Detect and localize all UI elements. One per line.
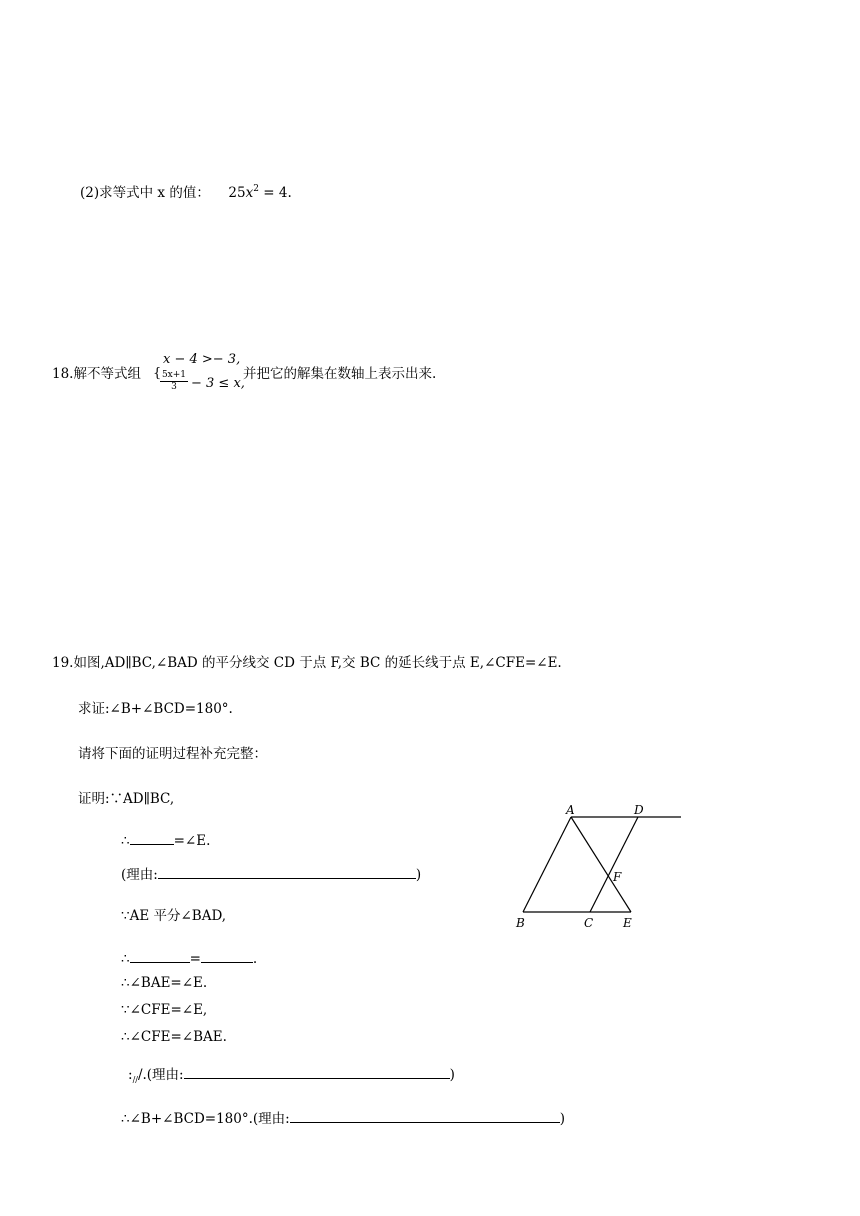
blank-step3-left[interactable] bbox=[130, 950, 190, 963]
q19-step8: ∴∠B+∠BCD=180°.(理由: ) bbox=[121, 1111, 565, 1127]
q17-part2 bbox=[80, 185, 292, 201]
label-F: F bbox=[613, 870, 622, 884]
q19-step3: ∴ = . bbox=[121, 951, 258, 967]
q18-fraction-numerator: 5x+1 bbox=[161, 370, 187, 380]
q17-part2-prefix: (2)求等式中 x 的值： bbox=[80, 185, 210, 201]
q19-prove: 求证:∠B+∠BCD=180°. bbox=[78, 701, 233, 717]
q19-step4: ∴∠BAE=∠E. bbox=[121, 975, 208, 991]
geometry-figure bbox=[510, 800, 710, 930]
q18-suffix: 并把它的解集在数轴上表示出来. bbox=[243, 366, 437, 382]
label-B: B bbox=[516, 916, 525, 930]
label-A: A bbox=[566, 803, 575, 817]
q18-brace: { bbox=[153, 366, 162, 381]
label-E: E bbox=[623, 916, 632, 930]
line-AE bbox=[571, 817, 631, 912]
q19-reason1: (理由: ) bbox=[121, 867, 422, 883]
blank-reason2[interactable] bbox=[184, 1066, 450, 1079]
q18-inequality-2-rest: − 3 ≤ x, bbox=[191, 376, 245, 391]
q19-step1: ∴ =∠E. bbox=[121, 833, 211, 849]
blank-step3-right[interactable] bbox=[201, 950, 253, 963]
line-DC bbox=[590, 817, 638, 912]
q18-inequality-1: x − 4 >− 3, bbox=[163, 352, 241, 367]
blank-reason3[interactable] bbox=[290, 1110, 560, 1123]
blank-reason1[interactable] bbox=[158, 866, 416, 879]
q19-step7: $:_{//}/$.(理由: ) bbox=[128, 1067, 455, 1084]
q19-proof-start: 证明:∵AD∥BC, bbox=[78, 791, 175, 807]
label-C: C bbox=[584, 916, 594, 930]
label-D: D bbox=[634, 803, 644, 817]
q19-statement: 19.如图,AD∥BC,∠BAD 的平分线交 CD 于点 F,交 BC 的延长线于点 E,∠CFE=∠E. bbox=[52, 655, 562, 671]
q18-fraction-denominator: 3 bbox=[171, 382, 177, 392]
q17-equation: $25x^2 = 4$. bbox=[228, 184, 292, 201]
line-AB bbox=[523, 817, 571, 912]
blank-step1[interactable] bbox=[130, 832, 174, 845]
q19-step5: ∵∠CFE=∠E, bbox=[121, 1002, 208, 1018]
q19-instruction: 请将下面的证明过程补充完整： bbox=[78, 746, 267, 762]
q19-step6: ∴∠CFE=∠BAE. bbox=[121, 1029, 227, 1045]
q18-fraction bbox=[160, 370, 188, 393]
q19-step2: ∵AE 平分∠BAD, bbox=[121, 908, 227, 924]
q18-prefix: 18.解不等式组 bbox=[52, 366, 141, 382]
